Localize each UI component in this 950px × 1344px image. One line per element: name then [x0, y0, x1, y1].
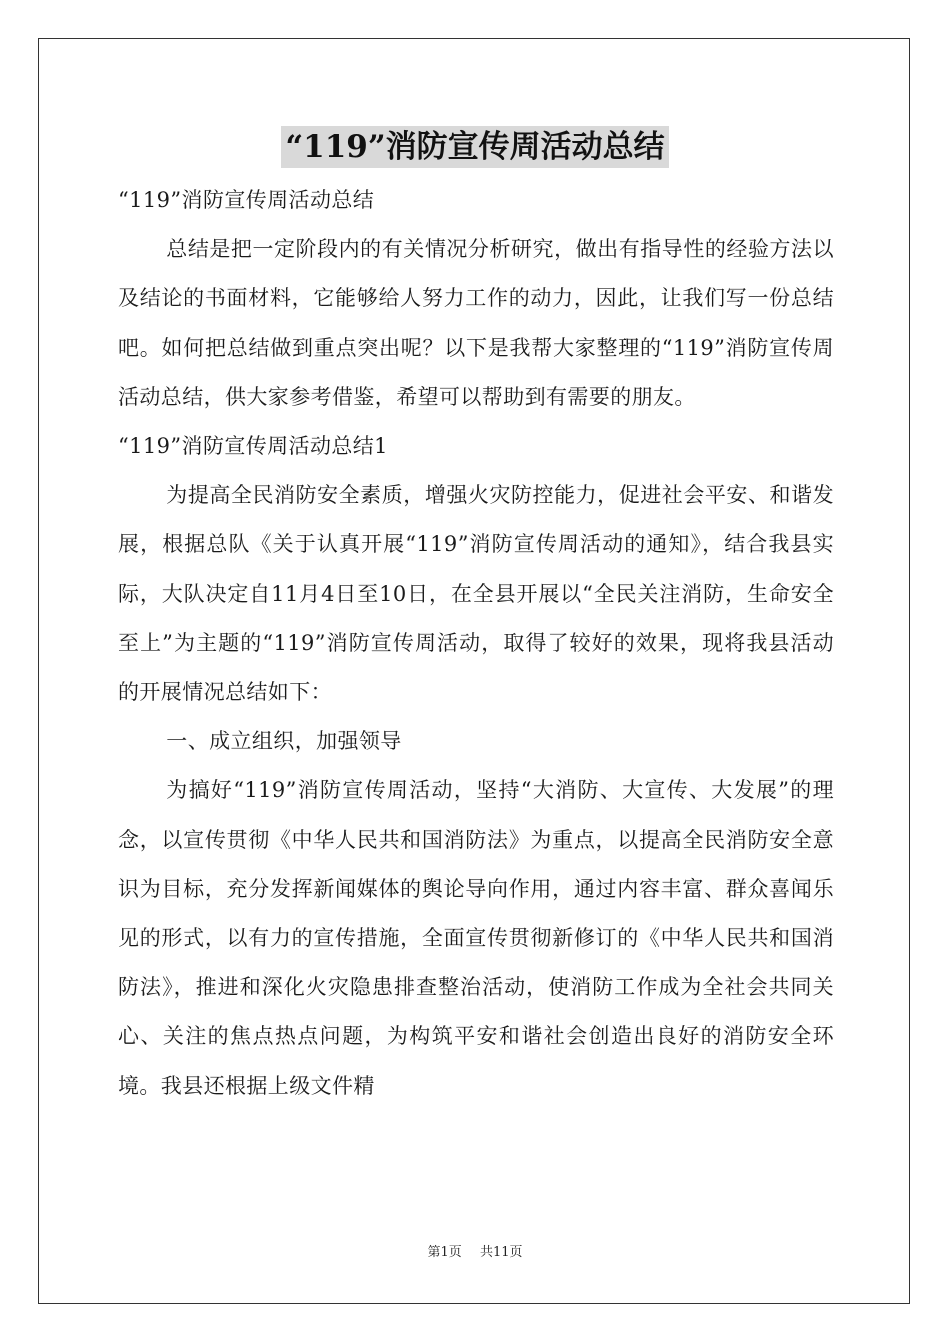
page-number: 第1页 [427, 1245, 462, 1260]
section-heading: 一、成立组织，加强领导 [166, 729, 402, 754]
paragraph: 为搞好“119”消防宣传周活动，坚持“大消防、大宣传、大发展”的理念，以宣传贯彻《中华人民共和国消防法》为重点，以提高全民消防安全意识为目标，充分发挥新闻媒体的舆论导向作用，通过内容丰富、群众喜闻乐见的形式，以有力的宣传措施，全面宣传贯彻新修订的《中华人民共和国消防法》，推进和深化火灾隐患排查整治活动，使消防工作成为全社会共同关心、关注的焦点热点问题，为构筑平安和谐社会创造出良好的消防安全环境。我县还根据上级文件精 [118, 778, 834, 1098]
paragraph: “119”消防宣传周活动总结1 [118, 434, 388, 459]
paragraph: 总结是把一定阶段内的有关情况分析研究，做出有指导性的经验方法以及结论的书面材料，它能够给人努力工作的动力，因此，让我们写一份总结吧。如何把总结做到重点突出呢？以下是我帮大家整理的“119”消防宣传周活动总结，供大家参考借鉴，希望可以帮助到有需要的朋友。 [118, 237, 834, 409]
paragraph: 为提高全民消防安全素质，增强火灾防控能力，促进社会平安、和谐发展，根据总队《关于认真开展“119”消防宣传周活动的通知》，结合我县实际，大队决定自11月4日至10日，在全县开展以“全民关注消防，生命安全至上”为主题的“119”消防宣传周活动，取得了较好的效果，现将我县活动的开展情况总结如下： [118, 483, 834, 705]
title-container [0, 126, 950, 168]
page-footer [0, 1244, 950, 1262]
document-body [118, 176, 834, 1111]
page-total: 共11页 [479, 1245, 523, 1260]
document-title: “119”消防宣传周活动总结 [281, 126, 668, 168]
paragraph: “119”消防宣传周活动总结 [118, 188, 375, 212]
